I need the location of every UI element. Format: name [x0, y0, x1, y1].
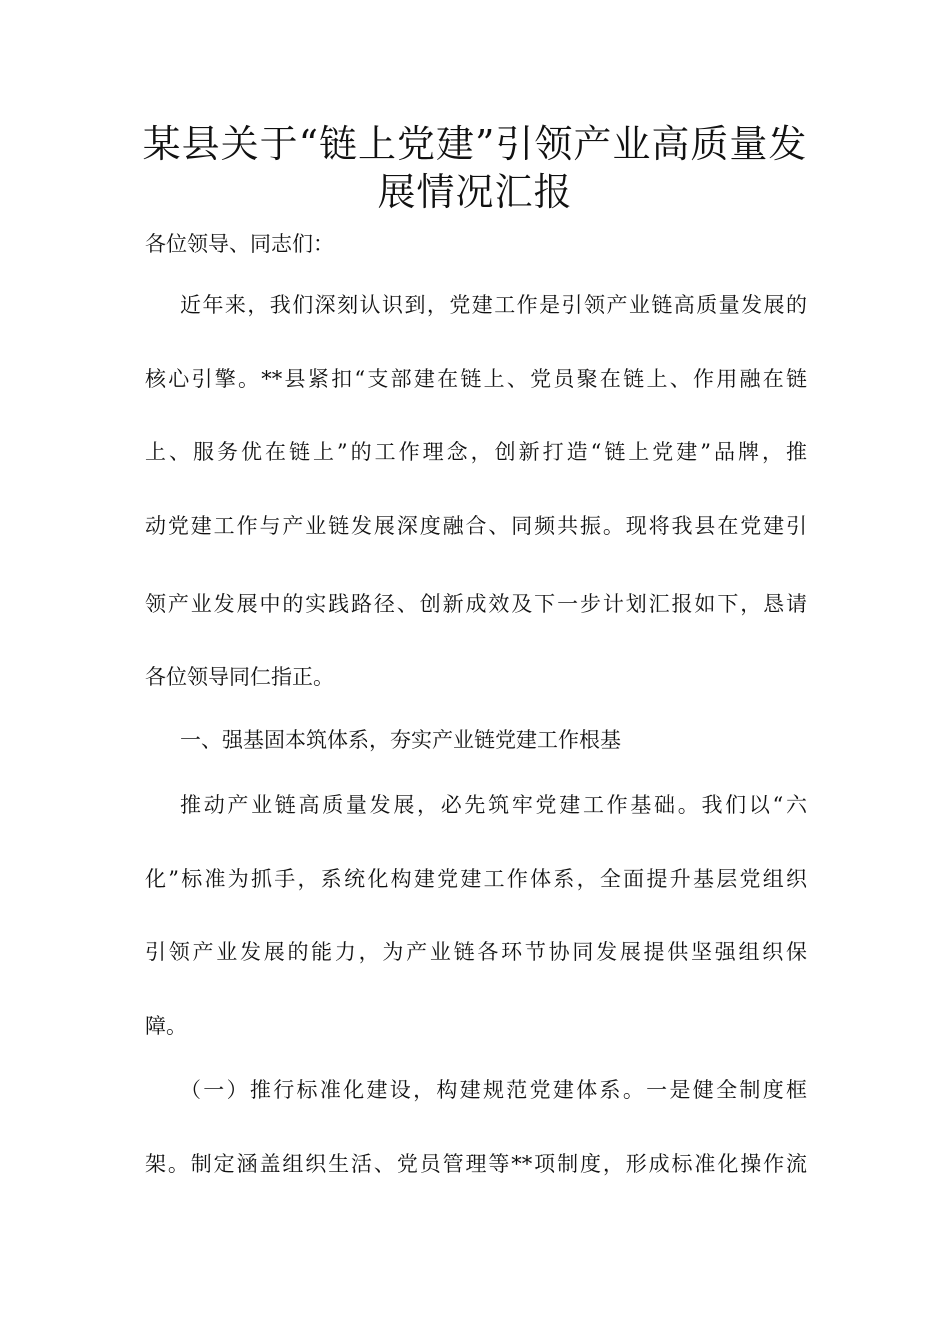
paragraph-line: 推动产业链高质量发展，必先筑牢党建工作基础。我们以“六	[180, 793, 807, 817]
paragraph-line: 障。	[145, 1014, 187, 1038]
section-heading: 一、强基固本筑体系，夯实产业链党建工作根基	[180, 728, 621, 752]
paragraph-line: 领产业发展中的实践路径、创新成效及下一步计划汇报如下，恳请	[145, 592, 807, 616]
paragraph-line: 动党建工作与产业链发展深度融合、同频共振。现将我县在党建引	[145, 514, 807, 538]
paragraph-line: 近年来，我们深刻认识到，党建工作是引领产业链高质量发展的	[180, 293, 807, 317]
paragraph-line: 化”标准为抓手，系统化构建党建工作体系，全面提升基层党组织	[145, 867, 807, 891]
paragraph-line: （一）推行标准化建设，构建规范党建体系。一是健全制度框	[180, 1078, 807, 1102]
paragraph-line: 各位领导同仁指正。	[145, 665, 334, 689]
paragraph-line: 引领产业发展的能力，为产业链各环节协同发展提供坚强组织保	[145, 940, 807, 964]
paragraph-line: 架。制定涵盖组织生活、党员管理等**项制度，形成标准化操作流	[145, 1152, 807, 1176]
paragraph-line: 核心引擎。**县紧扣“支部建在链上、党员聚在链上、作用融在链	[145, 367, 807, 391]
document-title-line-2: 展情况汇报	[377, 170, 573, 214]
salutation: 各位领导、同志们：	[145, 232, 334, 256]
paragraph-line: 上、服务优在链上”的工作理念，创新打造“链上党建”品牌，推	[145, 440, 807, 464]
document-title-line-1: 某县关于“链上党建”引领产业高质量发	[142, 122, 808, 166]
